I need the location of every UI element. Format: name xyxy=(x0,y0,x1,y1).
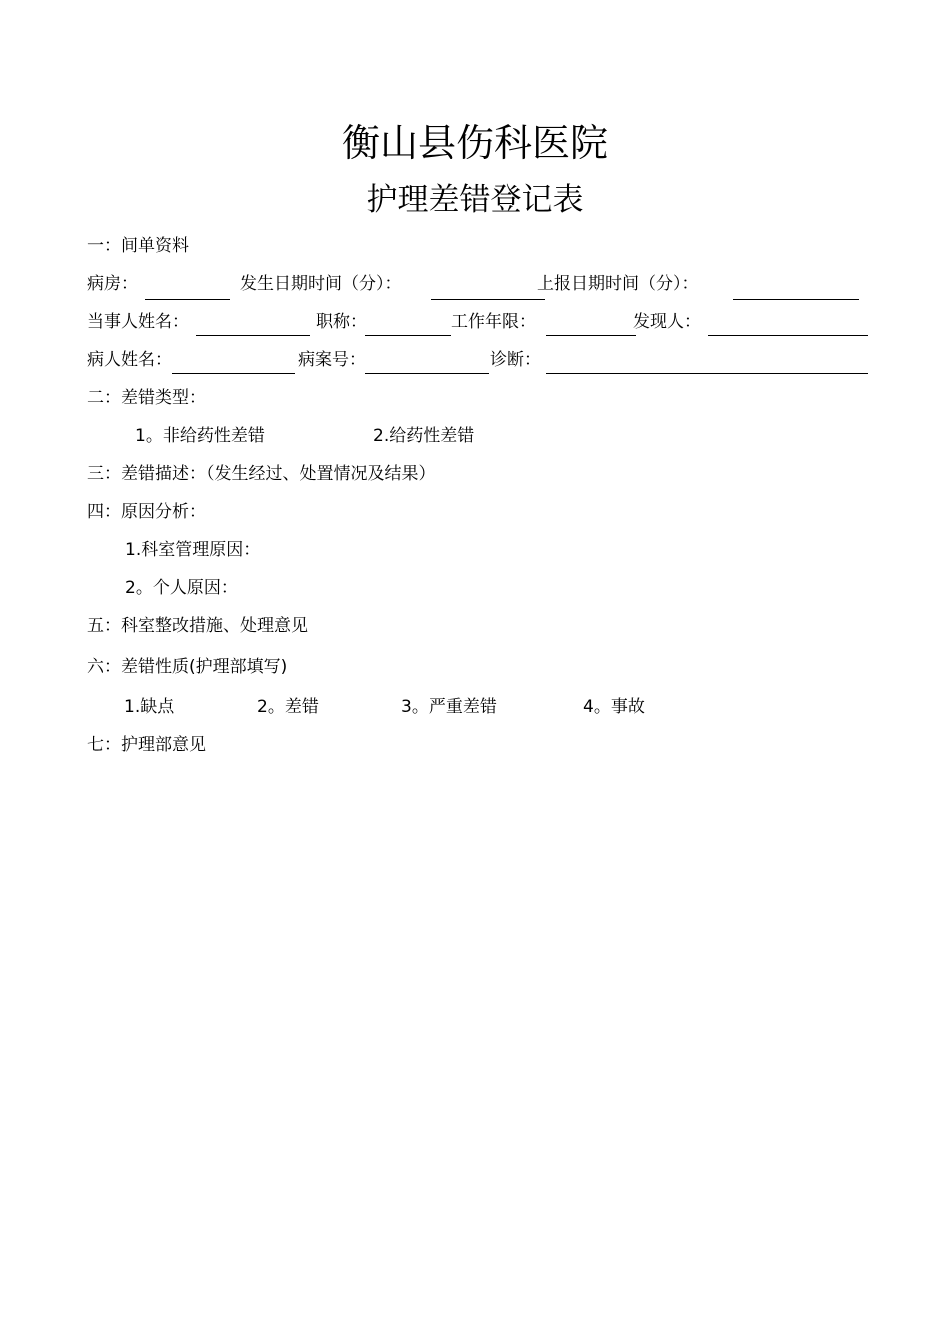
patient-name-field[interactable] xyxy=(172,373,295,374)
cause-item-2: 2。个人原因： xyxy=(125,578,238,598)
diagnosis-field[interactable] xyxy=(546,373,868,374)
ward-label: 病房： xyxy=(87,274,138,294)
section-6-heading: 六：差错性质(护理部填写) xyxy=(87,657,288,677)
occurrence-time-field[interactable] xyxy=(431,299,545,300)
error-nature-option-4: 4。事故 xyxy=(583,697,645,717)
section-2-heading: 二：差错类型： xyxy=(87,388,206,408)
ward-field[interactable] xyxy=(145,299,230,300)
case-number-field[interactable] xyxy=(365,373,489,374)
section-3-heading: 三：差错描述：（发生经过、处置情况及结果） xyxy=(87,464,436,484)
form-title: 护理差错登记表 xyxy=(366,182,584,218)
party-name-label: 当事人姓名： xyxy=(87,312,189,332)
report-time-label: 上报日期时间（分）： xyxy=(537,274,699,294)
section-1-heading: 一：间单资料 xyxy=(87,236,189,256)
job-title-field[interactable] xyxy=(365,335,451,336)
work-years-field[interactable] xyxy=(546,335,636,336)
error-type-option-1: 1。非给药性差错 xyxy=(135,426,265,446)
cause-item-1: 1.科室管理原因： xyxy=(125,540,261,560)
discoverer-label: 发现人： xyxy=(633,312,701,332)
party-name-field[interactable] xyxy=(196,335,310,336)
report-time-field[interactable] xyxy=(733,299,859,300)
discoverer-field[interactable] xyxy=(708,335,868,336)
case-number-label: 病案号： xyxy=(298,350,366,370)
error-nature-option-1: 1.缺点 xyxy=(124,697,175,717)
hospital-name: 衡山县伤科医院 xyxy=(341,121,608,165)
occurrence-time-label: 发生日期时间（分）： xyxy=(240,274,402,294)
section-5-heading: 五：科室整改措施、处理意见 xyxy=(87,616,308,636)
error-nature-option-3: 3。严重差错 xyxy=(401,697,497,717)
work-years-label: 工作年限： xyxy=(451,312,536,332)
error-nature-option-2: 2。差错 xyxy=(257,697,319,717)
patient-name-label: 病人姓名： xyxy=(87,350,172,370)
section-4-heading: 四：原因分析： xyxy=(87,502,206,522)
diagnosis-label: 诊断： xyxy=(490,350,541,370)
error-type-option-2: 2.给药性差错 xyxy=(373,426,475,446)
job-title-label: 职称： xyxy=(316,312,367,332)
section-7-heading: 七：护理部意见 xyxy=(87,735,206,755)
